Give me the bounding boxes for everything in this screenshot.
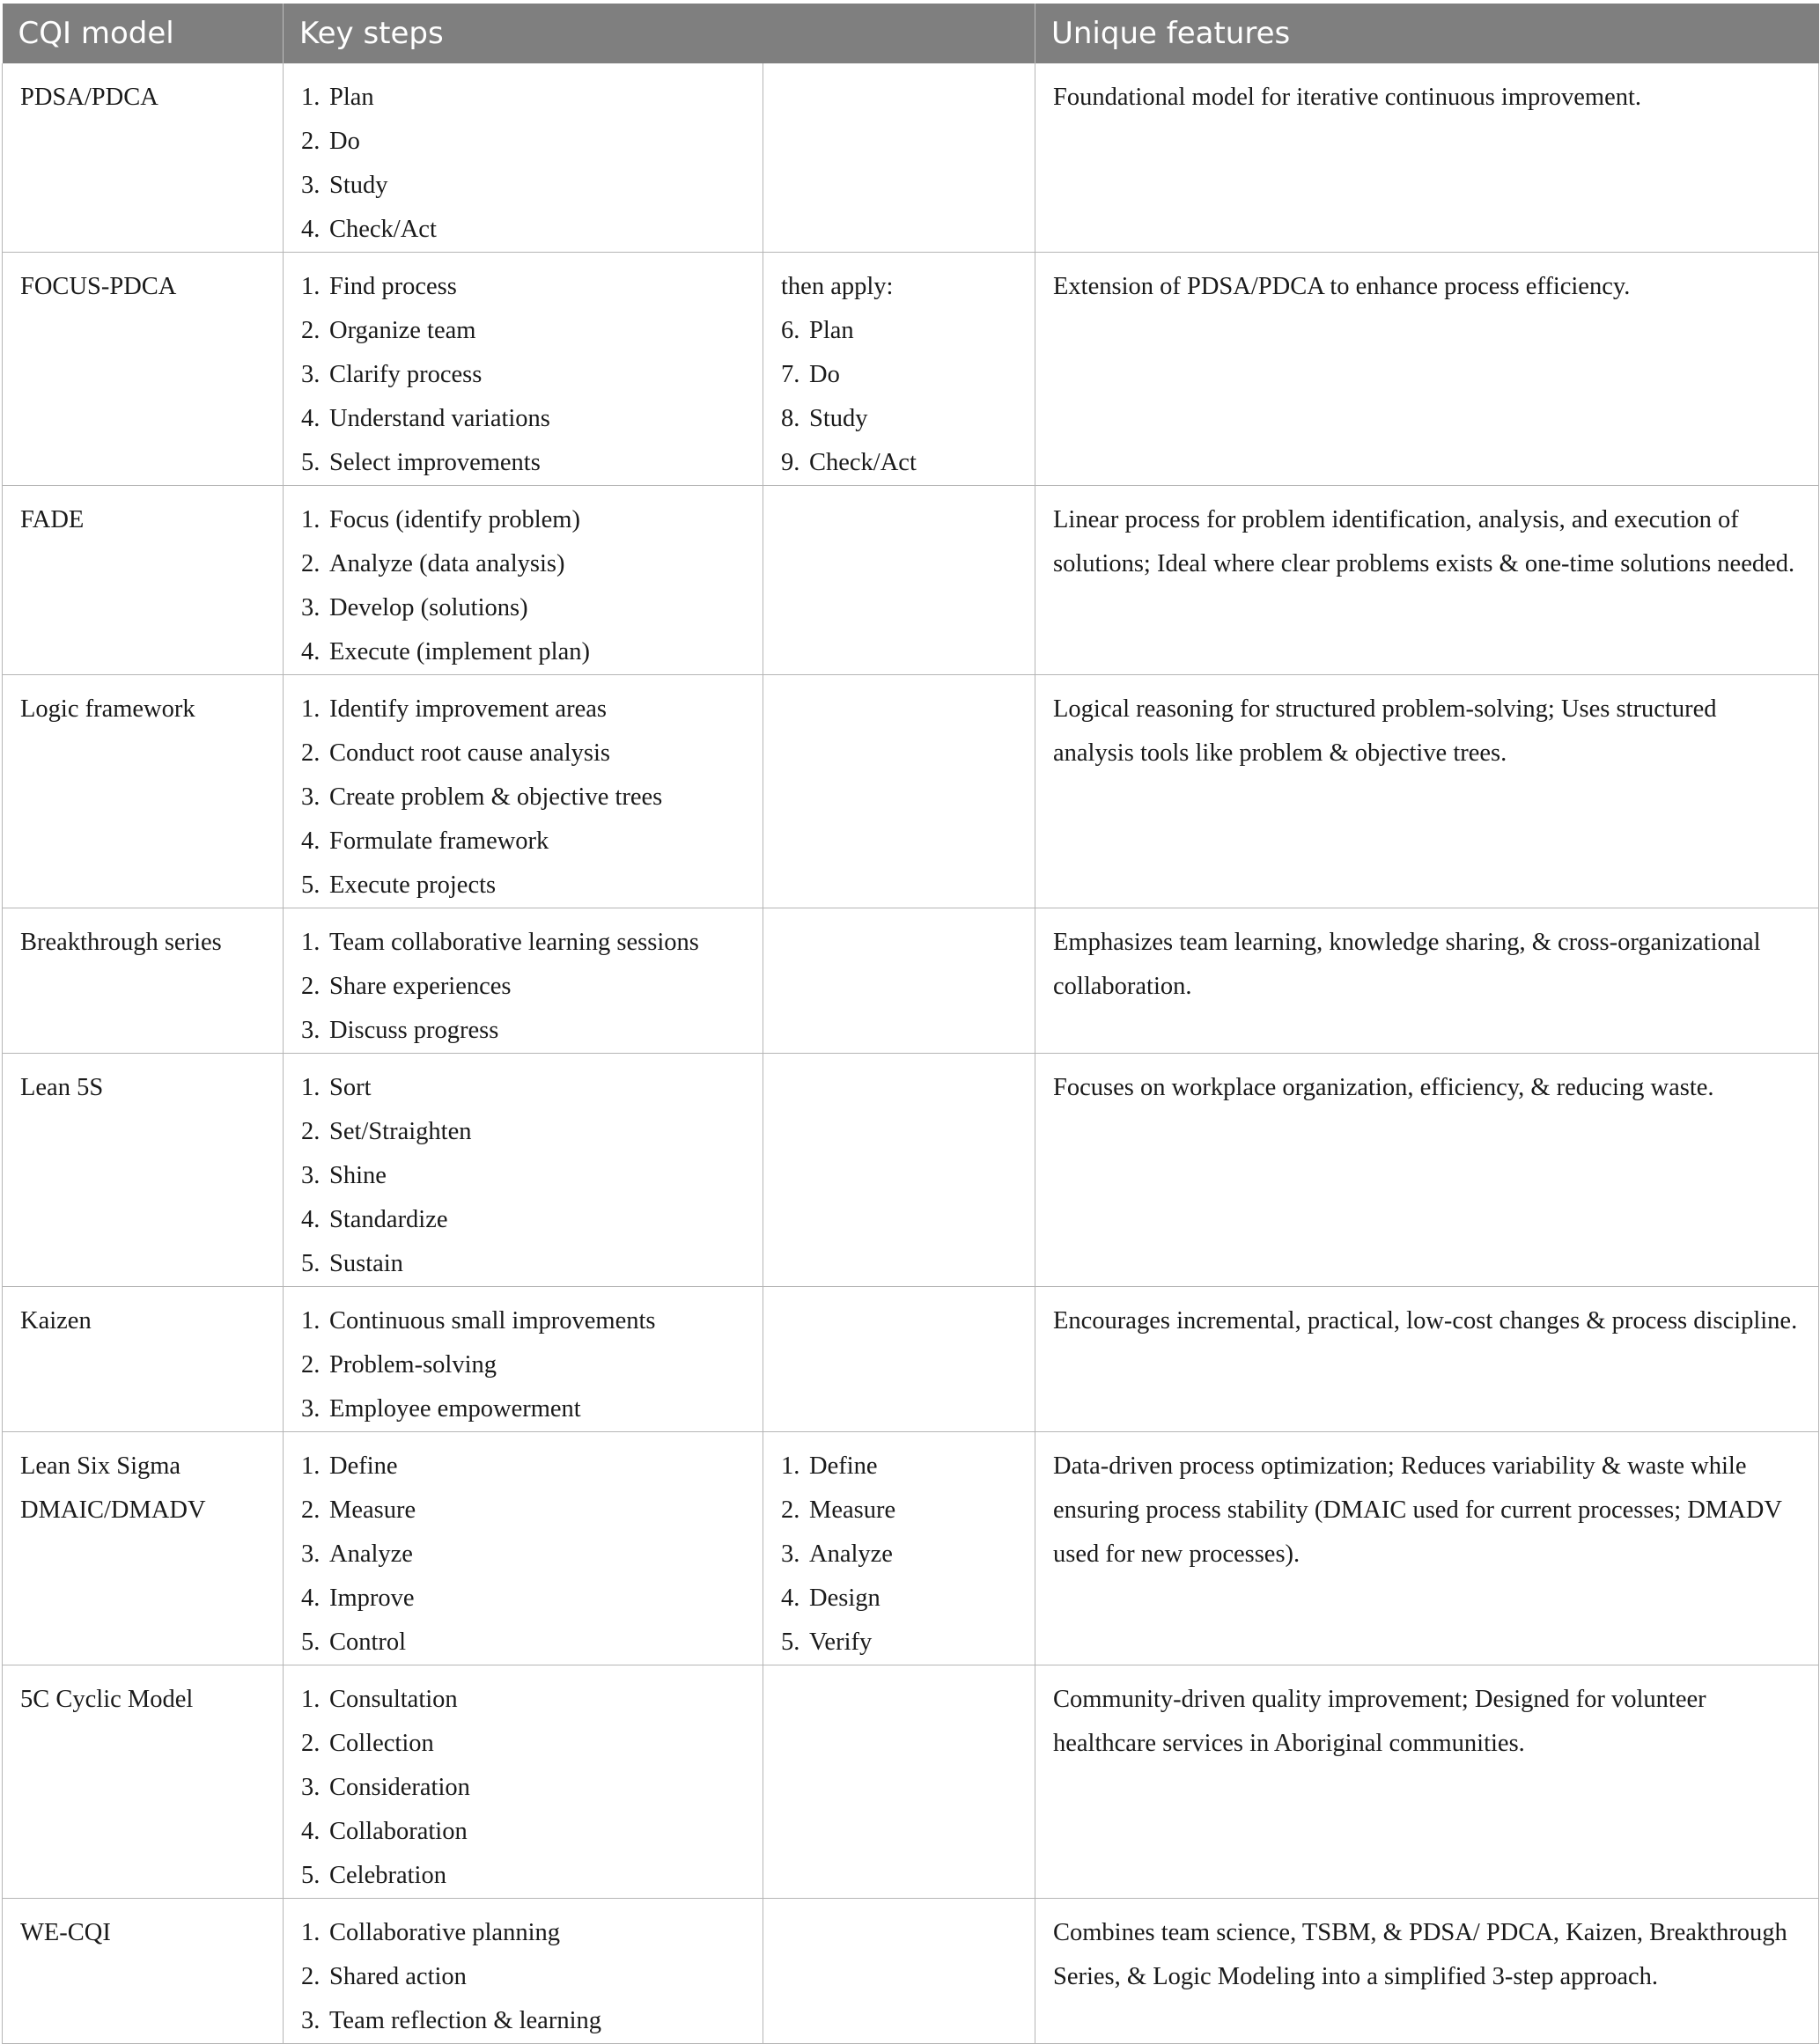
step-item [301, 120, 752, 164]
step-item [301, 586, 752, 630]
step-text: Verify [809, 1629, 873, 1656]
step-item [301, 265, 752, 309]
step-text: Define [809, 1452, 878, 1480]
step-number: 1. [301, 506, 321, 533]
step-item [301, 1621, 752, 1665]
key-steps-secondary-cell [763, 675, 1035, 908]
table-row [3, 486, 1819, 675]
step-item [301, 630, 752, 674]
step-item [301, 1854, 752, 1898]
step-item [301, 1489, 752, 1533]
table-body [3, 63, 1819, 2044]
step-item [301, 687, 752, 732]
step-number: 1. [301, 1686, 321, 1713]
step-text: Sort [329, 1074, 372, 1101]
table-header-row [3, 4, 1819, 63]
key-steps-secondary-cell [763, 1432, 1035, 1665]
cqi-model-cell [3, 486, 284, 675]
step-text: Execute (implement plan) [329, 638, 590, 665]
cqi-model-cell [3, 1054, 284, 1287]
step-text: Formulate framework [329, 827, 549, 855]
step-text: Consideration [329, 1774, 470, 1801]
step-item [781, 1621, 1024, 1665]
step-item [301, 353, 752, 397]
step-text: Select improvements [329, 449, 541, 476]
step-text: Team collaborative learning sessions [329, 929, 699, 956]
step-text: Shared action [329, 1963, 467, 1990]
step-text: Clarify process [329, 361, 483, 388]
step-number: 2. [301, 128, 321, 155]
step-text: Share experiences [329, 973, 512, 1000]
table-row [3, 253, 1819, 486]
key-steps-cell [284, 675, 763, 908]
header-key-steps: Key steps [284, 4, 1035, 63]
unique-features-cell: Extension of PDSA/PDCA to enhance process efficiency. [1035, 253, 1819, 486]
step-item [301, 732, 752, 776]
step-text: Check/Act [809, 449, 917, 476]
cqi-model-cell [3, 908, 284, 1054]
step-text: Standardize [329, 1206, 448, 1233]
step-text: Discuss progress [329, 1017, 499, 1044]
step-item [301, 965, 752, 1009]
unique-features-cell: Focuses on workplace organization, efficiency, & reducing waste. [1035, 1054, 1819, 1287]
step-item [781, 1445, 1024, 1489]
step-item [301, 1722, 752, 1766]
step-number: 3. [301, 1017, 321, 1044]
step-number: 2. [301, 317, 321, 344]
step-number: 4. [301, 1818, 321, 1845]
unique-features-cell: Combines team science, TSBM, & PDSA/ PDCA, Kaizen, Breakthrough Series, & Logic Modeling into a simplified 3-step approach. [1035, 1899, 1819, 2044]
key-steps-secondary-cell [763, 1665, 1035, 1899]
step-text: Identify improvement areas [329, 695, 607, 723]
step-number: 3. [301, 594, 321, 621]
step-number: 5. [301, 449, 321, 476]
model-name: Lean 5S [20, 1074, 104, 1101]
model-name: Logic framework [20, 695, 195, 723]
unique-features-cell: Logical reasoning for structured problem-solving; Uses structured analysis tools like problem & objective trees. [1035, 675, 1819, 908]
model-name: WE-CQI [20, 1919, 111, 1946]
table-row [3, 63, 1819, 253]
step-number: 2. [301, 1963, 321, 1990]
step-item [301, 820, 752, 864]
step-item [781, 309, 1024, 353]
header-cqi-model: CQI model [3, 4, 284, 63]
key-steps-secondary-cell [763, 1287, 1035, 1432]
step-text: Create problem & objective trees [329, 783, 663, 811]
unique-features-cell: Data-driven process optimization; Reduces variability & waste while ensuring process stability (DMAIC used for current processes; DMADV used for new processes). [1035, 1432, 1819, 1665]
step-item [301, 76, 752, 120]
step-number: 1. [301, 84, 321, 111]
step-item [301, 1110, 752, 1154]
step-text: Continuous small improvements [329, 1307, 656, 1334]
step-number: 5. [301, 1629, 321, 1656]
step-number: 4. [301, 1206, 321, 1233]
step-number: 3. [301, 1774, 321, 1801]
step-item [781, 397, 1024, 441]
step-item [301, 1678, 752, 1722]
cqi-model-cell [3, 1665, 284, 1899]
model-name: PDSA/PDCA [20, 84, 158, 111]
step-number: 9. [781, 449, 800, 476]
step-item [781, 1577, 1024, 1621]
steps-intro: then apply: [781, 273, 894, 300]
step-text: Collaborative planning [329, 1919, 560, 1946]
unique-features-cell: Community-driven quality improvement; Designed for volunteer healthcare services in Aboriginal communities. [1035, 1665, 1819, 1899]
cqi-model-cell [3, 1899, 284, 2044]
step-item [301, 1810, 752, 1854]
step-number: 1. [301, 695, 321, 723]
model-name: Kaizen [20, 1307, 92, 1334]
step-text: Collaboration [329, 1818, 468, 1845]
model-name: FOCUS-PDCA [20, 273, 177, 300]
key-steps-cell [284, 486, 763, 675]
step-number: 3. [301, 1162, 321, 1189]
key-steps-cell [284, 1287, 763, 1432]
step-text: Study [329, 172, 388, 199]
cqi-model-cell [3, 253, 284, 486]
step-text: Improve [329, 1584, 415, 1612]
step-number: 7. [781, 361, 800, 388]
step-number: 2. [301, 973, 321, 1000]
step-number: 8. [781, 405, 800, 432]
step-number: 3. [301, 1395, 321, 1423]
step-text: Plan [809, 317, 854, 344]
step-number: 3. [301, 172, 321, 199]
step-item [301, 1999, 752, 2043]
cqi-table-container [2, 4, 1818, 2044]
step-number: 4. [301, 638, 321, 665]
key-steps-cell [284, 1432, 763, 1665]
model-name: Breakthrough series [20, 929, 222, 956]
step-item [301, 1343, 752, 1387]
step-text: Celebration [329, 1862, 446, 1889]
step-text: Collection [329, 1730, 434, 1757]
step-number: 5. [301, 1862, 321, 1889]
step-item [301, 1198, 752, 1242]
key-steps-secondary-cell [763, 486, 1035, 675]
step-text: Set/Straighten [329, 1118, 472, 1145]
step-item [301, 1577, 752, 1621]
step-number: 3. [781, 1540, 800, 1568]
step-text: Plan [329, 84, 374, 111]
table-row [3, 675, 1819, 908]
unique-features-cell: Foundational model for iterative continuous improvement. [1035, 63, 1819, 253]
step-item [301, 1445, 752, 1489]
key-steps-secondary-cell [763, 253, 1035, 486]
step-text: Team reflection & learning [329, 2007, 601, 2034]
unique-features-cell: Linear process for problem identification, analysis, and execution of solutions; Ideal where clear problems exists & one-time solutions needed. [1035, 486, 1819, 675]
key-steps-cell [284, 908, 763, 1054]
step-number: 3. [301, 2007, 321, 2034]
step-item [301, 1533, 752, 1577]
table-row [3, 1665, 1819, 1899]
step-text: Understand variations [329, 405, 550, 432]
step-text: Organize team [329, 317, 476, 344]
step-text: Execute projects [329, 871, 497, 899]
step-text: Define [329, 1452, 398, 1480]
table-row [3, 1287, 1819, 1432]
table-row [3, 1432, 1819, 1665]
step-text: Focus (identify problem) [329, 506, 580, 533]
step-item [301, 776, 752, 820]
cqi-model-cell [3, 1287, 284, 1432]
cqi-models-table [2, 4, 1819, 2044]
header-unique-features: Unique features [1035, 4, 1819, 63]
step-number: 3. [301, 783, 321, 811]
step-item [301, 208, 752, 252]
step-text: Sustain [329, 1250, 403, 1277]
step-item [781, 353, 1024, 397]
step-number: 4. [781, 1584, 800, 1612]
unique-features-cell: Emphasizes team learning, knowledge sharing, & cross-organizational collaboration. [1035, 908, 1819, 1054]
step-number: 2. [301, 1496, 321, 1524]
step-item [301, 309, 752, 353]
step-number: 1. [301, 1452, 321, 1480]
key-steps-cell [284, 253, 763, 486]
step-text: Shine [329, 1162, 387, 1189]
key-steps-secondary-cell [763, 908, 1035, 1054]
step-text: Analyze (data analysis) [329, 550, 565, 577]
step-number: 2. [301, 550, 321, 577]
key-steps-cell [284, 63, 763, 253]
step-number: 1. [781, 1452, 800, 1480]
step-item [301, 1299, 752, 1343]
step-text: Analyze [809, 1540, 893, 1568]
step-text: Control [329, 1629, 407, 1656]
step-text: Conduct root cause analysis [329, 739, 610, 767]
key-steps-cell [284, 1899, 763, 2044]
model-name: Lean Six Sigma [20, 1452, 181, 1480]
table-row [3, 908, 1819, 1054]
step-number: 5. [301, 871, 321, 899]
key-steps-secondary-cell [763, 1054, 1035, 1287]
step-item [781, 1489, 1024, 1533]
cqi-model-cell [3, 1432, 284, 1665]
step-number: 6. [781, 317, 800, 344]
model-name: FADE [20, 506, 85, 533]
step-item [301, 441, 752, 485]
step-item [301, 864, 752, 908]
key-steps-secondary-cell [763, 1899, 1035, 2044]
step-item [301, 397, 752, 441]
step-item [301, 498, 752, 542]
cqi-model-cell [3, 675, 284, 908]
step-number: 5. [781, 1629, 800, 1656]
step-text: Problem-solving [329, 1351, 497, 1379]
step-text: Measure [329, 1496, 416, 1524]
step-text: Measure [809, 1496, 896, 1524]
step-number: 1. [301, 1919, 321, 1946]
step-item [301, 1066, 752, 1110]
model-name: 5C Cyclic Model [20, 1686, 194, 1713]
step-number: 1. [301, 929, 321, 956]
step-number: 4. [301, 827, 321, 855]
step-number: 2. [301, 739, 321, 767]
step-item [301, 1955, 752, 1999]
step-item [301, 1154, 752, 1198]
model-name: DMAIC/DMADV [20, 1496, 206, 1524]
step-text: Do [329, 128, 360, 155]
step-text: Check/Act [329, 216, 437, 243]
key-steps-secondary-cell [763, 63, 1035, 253]
key-steps-cell [284, 1054, 763, 1287]
cqi-model-cell [3, 63, 284, 253]
step-number: 4. [301, 216, 321, 243]
step-number: 1. [301, 1307, 321, 1334]
step-number: 3. [301, 361, 321, 388]
step-text: Analyze [329, 1540, 413, 1568]
step-text: Design [809, 1584, 881, 1612]
step-item [301, 1911, 752, 1955]
step-number: 4. [301, 1584, 321, 1612]
step-text: Study [809, 405, 868, 432]
step-number: 5. [301, 1250, 321, 1277]
unique-features-cell: Encourages incremental, practical, low-cost changes & process discipline. [1035, 1287, 1819, 1432]
step-item [301, 1766, 752, 1810]
step-item [781, 441, 1024, 485]
step-number: 4. [301, 405, 321, 432]
step-number: 2. [301, 1730, 321, 1757]
key-steps-cell [284, 1665, 763, 1899]
step-text: Employee empowerment [329, 1395, 581, 1423]
step-text: Find process [329, 273, 457, 300]
step-number: 2. [301, 1351, 321, 1379]
step-number: 1. [301, 273, 321, 300]
step-item [301, 164, 752, 208]
step-number: 1. [301, 1074, 321, 1101]
step-item [781, 1533, 1024, 1577]
table-row [3, 1054, 1819, 1287]
step-number: 2. [781, 1496, 800, 1524]
step-item [301, 1242, 752, 1286]
step-number: 2. [301, 1118, 321, 1145]
step-number: 3. [301, 1540, 321, 1568]
table-row [3, 1899, 1819, 2044]
step-item [301, 542, 752, 586]
step-item [301, 1009, 752, 1053]
step-item [301, 921, 752, 965]
step-item [301, 1387, 752, 1431]
step-text: Develop (solutions) [329, 594, 528, 621]
step-text: Consultation [329, 1686, 458, 1713]
step-text: Do [809, 361, 840, 388]
